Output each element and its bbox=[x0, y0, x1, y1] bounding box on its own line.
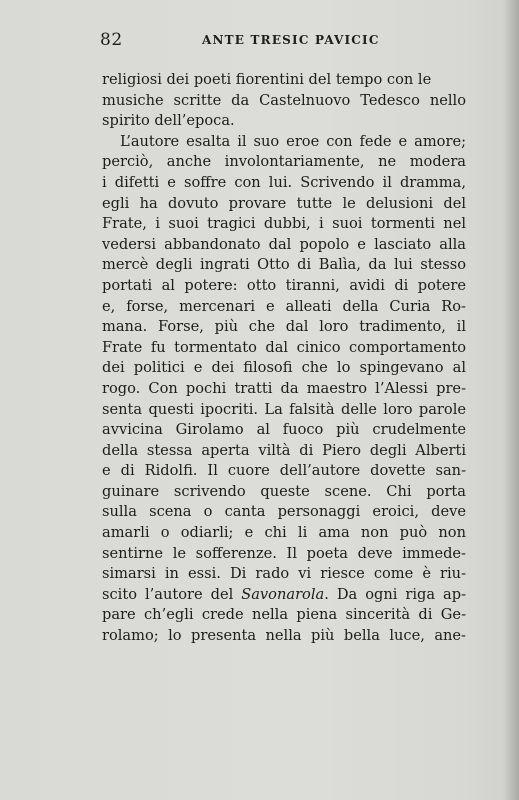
text-line: della stessa aperta viltà di Piero degli Alberti bbox=[102, 441, 466, 459]
text-line: guinare scrivendo queste scene. Chi porta bbox=[102, 482, 466, 500]
text-line: portati al potere: otto tiranni, avidi di potere bbox=[102, 276, 466, 294]
text-line: religiosi dei poeti fiorentini del tempo con le bbox=[102, 71, 432, 88]
text-line: e di Ridolfi. Il cuore dell’autore dovette san- bbox=[102, 462, 466, 480]
text-line: Frate fu tormentato dal cinico comportamento bbox=[102, 338, 466, 356]
text-line: spirito dell’epoca. bbox=[102, 112, 235, 130]
text-line: e, forse, mercenari e alleati della Curia Ro- bbox=[102, 297, 466, 315]
text-line: musiche scritte da Castelnuovo Tedesco nello bbox=[102, 91, 466, 109]
text-line: i difetti e soffre con lui. Scrivendo il dramma, bbox=[102, 173, 466, 191]
text-line: mercè degli ingrati Otto di Balìa, da lui stesso bbox=[102, 256, 466, 274]
text-line: sulla scena o canta personaggi eroici, deve bbox=[102, 503, 466, 521]
text-line: amarli o odiarli; e chi li ama non può non bbox=[102, 524, 466, 542]
text-line: sentirne le sofferenze. Il poeta deve immede- bbox=[102, 544, 466, 562]
text-line: pare ch’egli crede nella piena sincerità di Ge- bbox=[102, 606, 466, 624]
text-line: perciò, anche involontariamente, ne modera bbox=[102, 153, 466, 171]
text-line: avvicina Girolamo al fuoco più crudelmente bbox=[102, 421, 466, 439]
italic-title: Savonarola bbox=[241, 585, 325, 603]
text-line: L’autore esalta il suo eroe con fede e amore; bbox=[120, 132, 466, 150]
text-run: . Da ogni riga ap- bbox=[324, 585, 466, 603]
body-text bbox=[102, 70, 466, 647]
page-header bbox=[100, 30, 480, 52]
running-head: ANTE TRESIC PAVICIC bbox=[202, 33, 380, 47]
text-line: vedersi abbandonato dal popolo e lasciato alla bbox=[102, 235, 466, 253]
page-edge-shadow bbox=[503, 0, 519, 800]
text-line: rogo. Con pochi tratti da maestro l’Alessi pre- bbox=[102, 379, 466, 397]
text-line: dei politici e dei filosofi che lo spingevano al bbox=[102, 359, 466, 377]
text-line-mixed bbox=[102, 585, 466, 606]
text-line: egli ha dovuto provare tutte le delusioni del bbox=[102, 194, 466, 212]
page-number: 82 bbox=[100, 30, 123, 50]
text-line: mana. Forse, più che dal loro tradimento, il bbox=[102, 318, 466, 336]
text-line: rolamo; lo presenta nella più bella luce, ane- bbox=[102, 627, 466, 645]
text-run: scito l’autore del bbox=[102, 585, 242, 603]
text-line: simarsi in essi. Di rado vi riesce come è riu- bbox=[102, 565, 466, 583]
text-line: Frate, i suoi tragici dubbi, i suoi tormenti nel bbox=[102, 215, 466, 233]
text-line: senta questi ipocriti. La falsità delle loro parole bbox=[102, 400, 466, 418]
